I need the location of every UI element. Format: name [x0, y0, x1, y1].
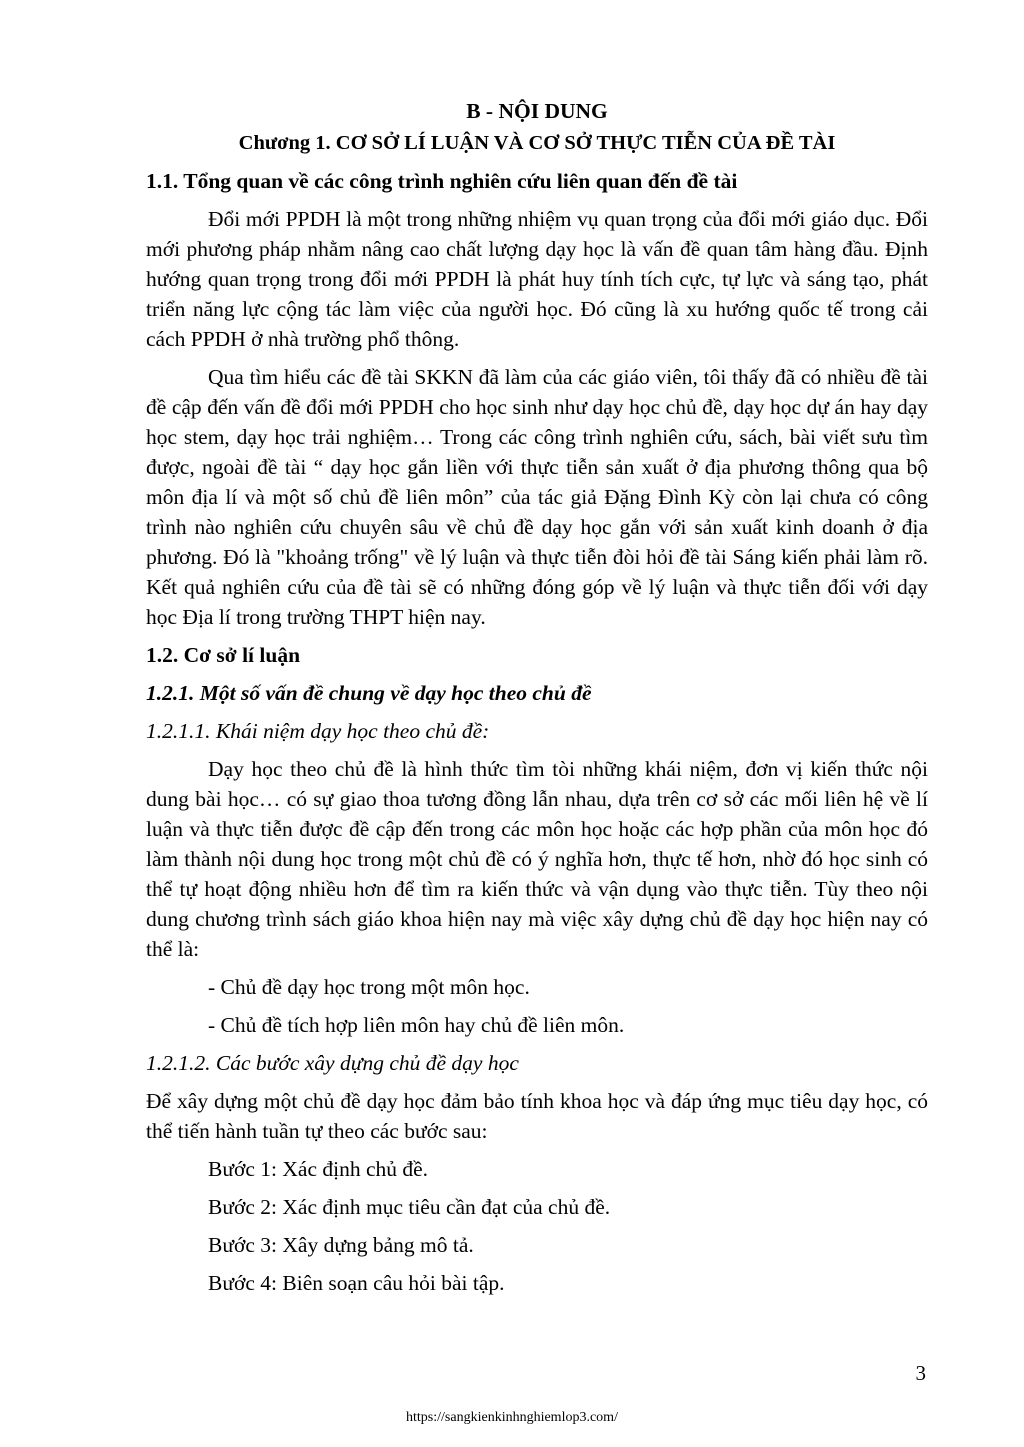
- page-number: 3: [915, 1361, 926, 1385]
- subsection-1-2-1-title: 1.2.1. Một số vấn đề chung về dạy học theo chủ đề: [146, 681, 592, 705]
- main-heading: B - NỘI DUNG: [466, 99, 608, 123]
- list-item: - Chủ đề tích hợp liên môn hay chủ đề liên môn.: [208, 1013, 625, 1037]
- list-item: - Chủ đề dạy học trong một môn học.: [208, 975, 530, 999]
- section-1-2-title: 1.2. Cơ sở lí luận: [146, 643, 301, 667]
- list-item: Bước 1: Xác định chủ đề.: [208, 1157, 429, 1181]
- subsection-1-2-1-1-title: 1.2.1.1. Khái niệm dạy học theo chủ đề:: [146, 719, 490, 743]
- section-1-1-title: 1.1. Tổng quan về các công trình nghiên cứu liên quan đến đề tài: [146, 169, 738, 193]
- subsection-1-2-1-2-title: 1.2.1.2. Các bước xây dựng chủ đề dạy học: [146, 1051, 519, 1075]
- list-item: Bước 3: Xây dựng bảng mô tả.: [208, 1233, 474, 1257]
- paragraph: Để xây dựng một chủ đề dạy học đảm bảo tính khoa học và đáp ứng mục tiêu dạy học, có thể tiến hành tuần tự theo các bước sau:: [146, 1089, 928, 1143]
- footer-url: https://sangkienkinhnghiemlop3.com/: [406, 1410, 618, 1425]
- paragraph: Đổi mới PPDH là một trong những nhiệm vụ quan trọng của đổi mới giáo dục. Đổi mới phương pháp nhằm nâng cao chất lượng dạy học là vấn đề quan tâm hàng đầu. Định hướng quan trọng trong đổi mới PPDH là phát huy tính tích cực, tự lực và sáng tạo, phát triển năng lực cộng tác làm việc của người học. Đó cũng là xu hướng quốc tế trong cải cách PPDH ở nhà trường phổ thông.: [146, 207, 928, 351]
- page-content: [146, 96, 928, 1306]
- paragraph: Dạy học theo chủ đề là hình thức tìm tòi những khái niệm, đơn vị kiến thức nội dung bài học… có sự giao thoa tương đồng lẫn nhau, dựa trên cơ sở các mối liên hệ về lí luận và thực tiễn được đề cập đến trong các môn học hoặc các hợp phần của môn học đó làm thành nội dung học trong một chủ đề có ý nghĩa hơn, thực tế hơn, nhờ đó học sinh có thể tự hoạt động nhiều hơn để tìm ra kiến thức và vận dụng vào thực tiễn. Tùy theo nội dung chương trình sách giáo khoa hiện nay mà việc xây dựng chủ đề dạy học hiện nay có thể là:: [146, 757, 928, 961]
- chapter-heading: Chương 1. CƠ SỞ LÍ LUẬN VÀ CƠ SỞ THỰC TIỄN CỦA ĐỀ TÀI: [238, 132, 836, 154]
- paragraph: Qua tìm hiểu các đề tài SKKN đã làm của các giáo viên, tôi thấy đã có nhiều đề tài đề cập đến vấn đề đổi mới PPDH cho học sinh như dạy học chủ đề, dạy học dự án hay dạy học stem, dạy học trải nghiệm… Trong các công trình nghiên cứu, sách, bài viết sưu tìm được, ngoài đề tài “ dạy học gắn liền với thực tiễn sản xuất ở địa phương thông qua bộ môn địa lí và một số chủ đề liên môn” của tác giả Đặng Đình Kỳ còn lại chưa có công trình nào nghiên cứu chuyên sâu về chủ đề dạy học gắn với sản xuất kinh doanh ở địa phương. Đó là "khoảng trống" về lý luận và thực tiễn đòi hỏi đề tài Sáng kiến phải làm rõ. Kết quả nghiên cứu của đề tài sẽ có những đóng góp về lý luận và thực tiễn đối với dạy học Địa lí trong trường THPT hiện nay.: [146, 365, 928, 629]
- list-item: Bước 2: Xác định mục tiêu cần đạt của chủ đề.: [208, 1195, 611, 1219]
- list-item: Bước 4: Biên soạn câu hỏi bài tập.: [208, 1271, 505, 1295]
